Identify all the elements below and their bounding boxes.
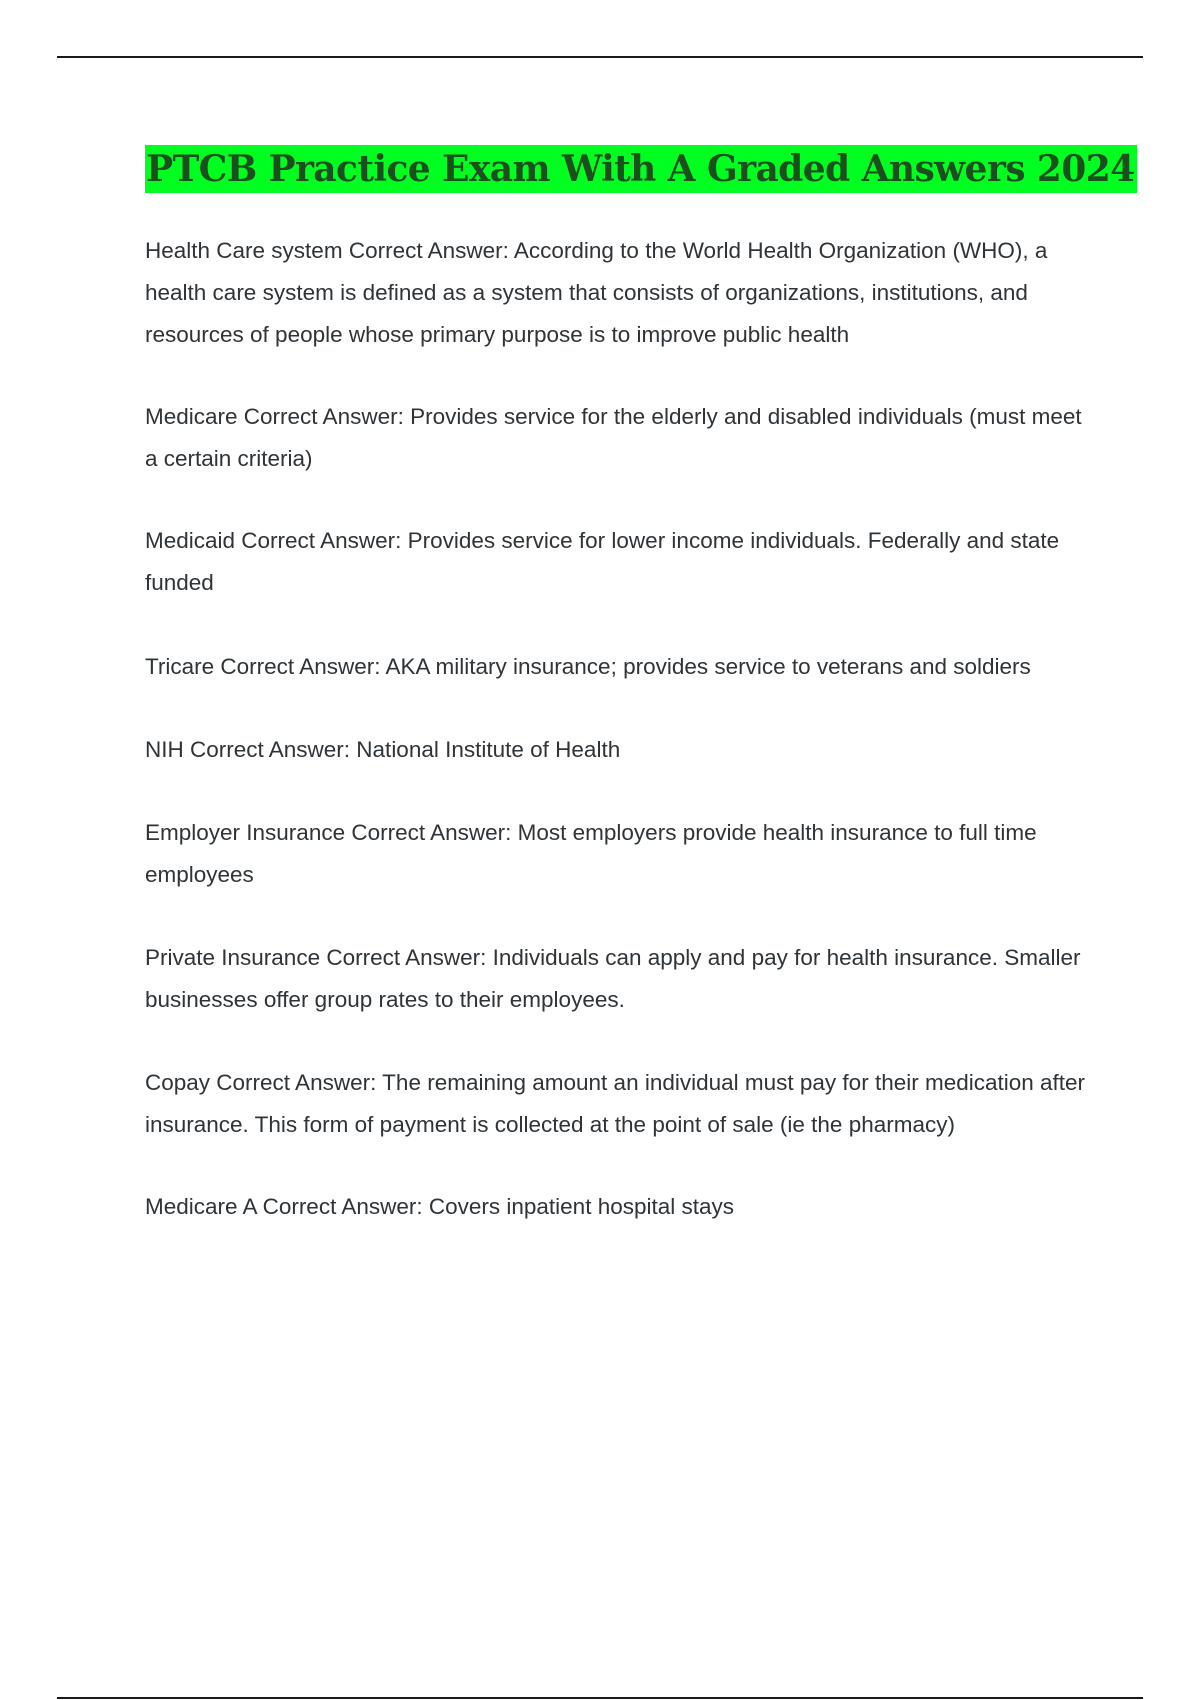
- qa-entry-employer-insurance: Employer Insurance Correct Answer: Most employers provide health insurance to full time employees: [145, 820, 1037, 887]
- qa-entry-private-insurance: Private Insurance Correct Answer: Individuals can apply and pay for health insurance. Smaller businesses offer group rates to their employees.: [145, 945, 1081, 1012]
- title-block: [145, 145, 1135, 193]
- qa-entry-medicaid: Medicaid Correct Answer: Provides service for lower income individuals. Federally and state funded: [145, 528, 1060, 595]
- qa-entry-medicare-a: Medicare A Correct Answer: Covers inpatient hospital stays: [145, 1194, 735, 1219]
- qa-entry-nih: NIH Correct Answer: National Institute of Health: [145, 737, 621, 762]
- bottom-rule: [57, 1697, 1143, 1699]
- qa-entry-copay: Copay Correct Answer: The remaining amount an individual must pay for their medication after insurance. This form of payment is collected at the point of sale (ie the pharmacy): [145, 1070, 1086, 1137]
- qa-entry-health-care-system: Health Care system Correct Answer: According to the World Health Organization (WHO), a health care system is defined as a system that consists of organizations, institutions, and resources of people whose primary purpose is to improve public health: [145, 238, 1048, 347]
- qa-entry-tricare: Tricare Correct Answer: AKA military insurance; provides service to veterans and soldiers: [145, 654, 1031, 679]
- qa-list: [145, 230, 1095, 1228]
- qa-entry-medicare: Medicare Correct Answer: Provides service for the elderly and disabled individuals (must meet a certain criteria): [145, 404, 1082, 471]
- top-rule: [57, 56, 1143, 58]
- document-title: PTCB Practice Exam With A Graded Answers 2024: [145, 145, 1137, 193]
